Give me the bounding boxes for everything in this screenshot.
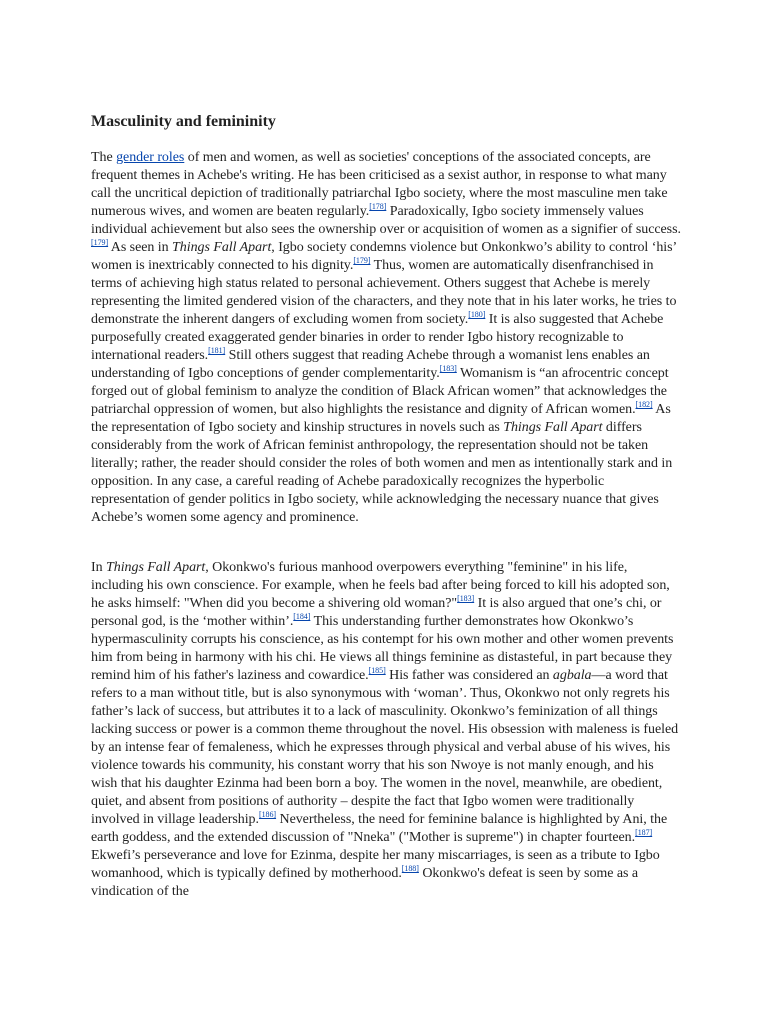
text-run: Ekwefi’s perseverance and love for Ezinma, despite her many miscarriages, is seen as a tribute to Igbo womanhood, which is typically defined by motherhood.	[91, 848, 660, 881]
text-run: , Okonkwo's furious manhood overpowers everything "feminine" in his life, including his own conscience. For example, when he feels bad after being forced to kill his adopted son, he asks himself: "When did you become a shivering old woman?"	[91, 560, 670, 611]
book-title-italic: Things Fall Apart	[172, 240, 272, 255]
book-title-italic: Things Fall Apart	[503, 420, 603, 435]
text-run: —a word that refers to a man without title, but is also synonymous with ‘woman’. Thus, Okonkwo not only regrets his father’s lack of success, but attributes it to a lack of masculinity. Okonkwo’s feminization of all things lacking success or power is a common theme throughout the novel. His obsession with maleness is fueled by an intense fear of femaleness, which he expresses through physical and verbal abuse of his wives, his violence towards his community, his constant worry that his son Nwoye is not manly enough, and his wish that his daughter Ezinma had been born a boy. The women in the novel, meanwhile, are obedient, quiet, and absent from positions of authority – despite the fact that Igbo women were traditionally involved in village leadership.	[91, 668, 679, 827]
text-run: , Igbo society condemns violence but Onkonkwo’s ability to control ‘his’ women is inextricably connected to his dignity.	[91, 240, 677, 273]
text-run: of men and women, as well as societies' conceptions of the associated concepts, are frequent themes in Achebe's writing. He has been criticised as a sexist author, in response to what many call the uncritical depiction of traditionally patriarchal Igbo society, where the most masculine men take numerous wives, and women are beaten regularly.	[91, 150, 668, 219]
text-run: Paradoxically, Igbo society immensely values individual achievement but also sees the ownership over or acquisition of women as a signifier of success.	[91, 204, 681, 237]
agbala-italic: agbala	[552, 668, 592, 683]
citation-182-link[interactable]: [182]	[635, 400, 653, 409]
citation-180-link[interactable]: [180]	[468, 310, 486, 319]
text-run: Womanism is “an afrocentric concept forged out of global feminism to analyze the condition of Black African women” that acknowledges the patriarchal oppression of women, but also highlights the resistance and dignity of African women.	[91, 366, 669, 417]
text-run: differs considerably from the work of African feminist anthropology, the representation should not be taken literally; rather, the reader should consider the roles of both women and men as intentionally stark and in opposition. In any case, a careful reading of Achebe paradoxically recognizes the hyperbolic representation of gender politics in Igbo society, while acknowledging the necessary nuance that gives Achebe’s women some agency and prominence.	[91, 420, 673, 525]
citation-183-link[interactable]: [183]	[439, 364, 457, 373]
citation-181-link[interactable]: [181]	[208, 346, 226, 355]
paragraph-2	[91, 559, 683, 901]
section-heading: Masculinity and femininity	[91, 113, 276, 130]
book-title-italic: Things Fall Apart	[106, 560, 206, 575]
citation-188-link[interactable]: [188]	[401, 864, 419, 873]
citation-185-link[interactable]: [185]	[368, 666, 386, 675]
text-run: Thus, women are automatically disenfranchised in terms of achieving high status related to personal achievement. Others suggest that Achebe is merely representing the limited gendered vision of the characters, and they note that in his later works, he tries to demonstrate the inherent dangers of excluding women from society.	[91, 258, 677, 327]
citation-178-link[interactable]: [178]	[369, 202, 387, 211]
text-run: This understanding further demonstrates how Okonkwo’s hypermasculinity corrupts his conscience, as his contempt for his own mother and other women prevents him from being in harmony with his chi. He views all things feminine as distasteful, in part because they remind him of his father's laziness and cowardice.	[91, 614, 674, 683]
text-run: His father was considered an	[385, 668, 553, 683]
text-run: Nevertheless, the need for feminine balance is highlighted by Ani, the earth goddess, and the extended discussion of "Nneka" ("Mother is supreme") in chapter fourteen.	[91, 812, 668, 845]
text-run: As seen in	[108, 240, 173, 255]
text-run: In	[91, 560, 107, 575]
text-run: As the representation of Igbo society and kinship structures in novels such as	[91, 402, 671, 435]
gender-roles-link[interactable]: gender roles	[116, 150, 185, 165]
citation-179-link[interactable]: [179]	[353, 256, 371, 265]
citation-187-link[interactable]: [187]	[635, 828, 653, 837]
text-run: Still others suggest that reading Achebe through a womanist lens enables an understanding of Igbo conceptions of gender complementarity.	[91, 348, 650, 381]
paragraph-1	[91, 149, 683, 527]
citation-184-link[interactable]: [184]	[293, 612, 311, 621]
text-run: It is also suggested that Achebe purposefully created exaggerated gender binaries in order to render Igbo history recognizable to international readers.	[91, 312, 664, 363]
citation-186-link[interactable]: [186]	[258, 810, 277, 819]
text-run: The	[91, 150, 117, 165]
text-run: Okonkwo's defeat is seen by some as a vindication of the	[91, 866, 639, 899]
citation-179-link[interactable]: [179]	[91, 238, 109, 247]
text-run: It is also argued that one’s chi, or personal god, is the ‘mother within’.	[91, 596, 662, 629]
citation-183-link[interactable]: [183]	[457, 594, 475, 603]
